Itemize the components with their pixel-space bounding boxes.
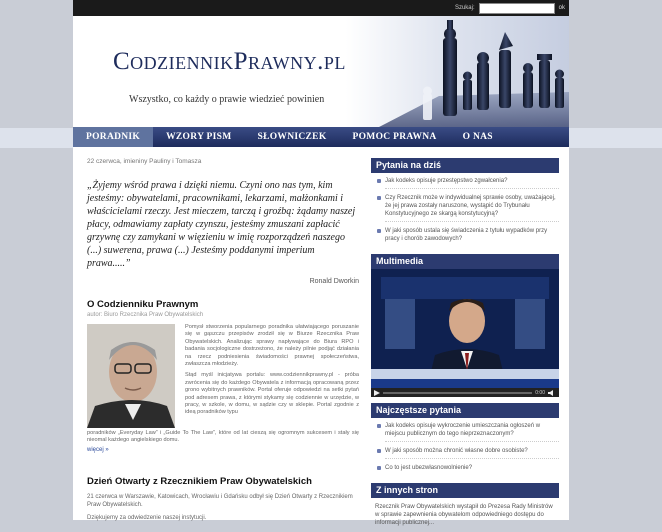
search-ok-button[interactable]: ok [558, 5, 565, 11]
question-link[interactable] [377, 194, 559, 222]
quote-author: Ronald Dworkin [309, 278, 359, 285]
popular-heading: Najczęstsze pytania [371, 403, 559, 418]
questions-heading: Pytania na dziś [371, 158, 559, 173]
top-bar [73, 0, 569, 16]
popular-question-link[interactable] [377, 464, 559, 472]
chess-pieces-illustration [379, 16, 569, 127]
question-link[interactable] [377, 227, 559, 243]
article2-text: 21 czerwca w Warszawie, Katowicach, Wrocławiu i Gdańsku odbył się Dzień Otwarty z Rzecznikiem Praw Obywatelskich. [87, 494, 353, 508]
question-text: Czy Rzecznik może w indywidualnej sprawie osoby, uważającej, że jej prawa zostały naruszone, wystąpić do Trybunału Konstytucyjnego ze skargą konstytucyjną? [385, 195, 556, 217]
question-text: Jak kodeks opisuje przestępstwo zgwałcenia? [385, 178, 508, 184]
other-sites-heading: Z innych stron [371, 483, 559, 498]
volume-icon[interactable] [548, 390, 556, 396]
article-text [185, 324, 359, 417]
nav-item-o-nas[interactable]: O NAS [462, 132, 493, 142]
main-nav [73, 127, 569, 147]
multimedia-heading: Multimedia [371, 254, 559, 269]
popular-question-link[interactable] [377, 422, 559, 442]
tagline: Wszystko, co każdy o prawie wiedzieć powinien [129, 94, 325, 105]
video-player[interactable] [371, 269, 559, 397]
question-link[interactable] [377, 177, 559, 189]
nav-item-pomoc-prawna[interactable]: POMOC PRAWNA [352, 132, 437, 142]
questions-list [371, 173, 559, 254]
article-paragraph: Pomysł stworzenia popularnego poradnika ułatwiającego poruszanie się w gąszczu przepisów zrodził się w Biurze Rzecznika Praw Obywatelskich. Analizując sprawy napływające do Biura RPO i badania socjologiczne dostrzeżono, że należy pilnie podjąć działania na rzecz podniesienia świadomości prawnej społeczeństwa, zwłaszcza młodzieży. [185, 324, 359, 368]
sidebar [371, 158, 559, 532]
article-text-tail [87, 430, 359, 454]
nav-item-wzory-pism[interactable]: WZORY PISM [166, 132, 232, 142]
search-label: Szukaj: [454, 5, 475, 11]
article-paragraph: poradników „Everyday Law” i „Guide To The Law”, które od lat cieszą się ogromnym sukcesem i stały się nieomal każdego angielskiego domu. [87, 430, 359, 444]
article2-title[interactable]: Dzień Otwarty z Rzecznikiem Praw Obywatelskich [87, 476, 312, 487]
quote-text: „Żyjemy wśród prawa i dzięki niemu. Czyni ono nas tym, kim jesteśmy: obywatelami, pracownikami, lekarzami, małżonkami i właścicielami rzeczy. Jest mieczem, tarczą i groźbą: żądamy naszej płacy, odmawiamy zapłaty czynszu, jesteśmy zmuszani zapłacić grzywnę czy zamykani w więzieniu w imię rozporządzeń naszego (...) suwerena, prawa (...) Jesteśmy poddanymi imperium prawa.....” [87, 180, 356, 269]
video-progress[interactable] [383, 392, 532, 394]
portrait-photo [87, 324, 175, 428]
video-controls [371, 388, 559, 397]
read-more-link[interactable]: więcej » [87, 446, 109, 453]
site-logo[interactable]: CodziennikPrawny.pl [113, 48, 346, 75]
header [73, 16, 569, 127]
nav-item-poradnik[interactable]: PORADNIK [73, 127, 153, 147]
question-text: W jaki sposób ustala się świadczenia z tytułu wypadków przy pracy i chorób zawodowych? [385, 228, 548, 242]
question-text: Co to jest ubezwłasnowolnienie? [385, 465, 473, 471]
article-paragraph: Stąd myśl inicjatywa portalu: www.codziennikprawny.pl - próba zwrócenia się do każdego Obywatela z informacją opracowaną przez grono wybitnych prawników. Portal oferuje odpowiedzi na setki pytań pod adresem prawa, z którymi stykamy się codziennie w urzędzie, w pracy, w szkole, w domu, w sądzie czy w sklepie. Portal zgodnie z ideą poradników typu [185, 372, 359, 416]
main-column [87, 158, 359, 521]
article-body [87, 324, 359, 470]
page [73, 0, 569, 526]
nav-item-slowniczek[interactable]: SŁOWNICZEK [257, 132, 327, 142]
article2-line: Dziękujemy za odwiedzenie naszej instytucji. [87, 515, 207, 521]
date-line: 22 czerwca, imieniny Pauliny i Tomasza [87, 158, 202, 165]
search-input[interactable] [479, 3, 555, 14]
popular-question-link[interactable] [377, 447, 559, 459]
question-text: W jaki sposób można chronić własne dobre osobiste? [385, 448, 528, 454]
article-title[interactable]: O Codzienniku Prawnym [87, 299, 199, 310]
play-icon[interactable] [374, 390, 380, 396]
video-time: 0:00 [535, 389, 545, 396]
other-sites-text: Rzecznik Praw Obywatelskich wystąpił do Prezesa Rady Ministrów w sprawie zapewnienia obywatelom odpowiedniego dostępu do informacji publicznej... [375, 504, 553, 526]
question-text: Jak kodeks opisuje wykroczenie umieszczania ogłoszeń w miejscu publicznym do tego nieprzeznaczonym? [385, 423, 541, 437]
video-frame [371, 269, 559, 388]
popular-list [371, 418, 559, 483]
article-author: autor: Biuro Rzecznika Praw Obywatelskich [87, 312, 204, 318]
